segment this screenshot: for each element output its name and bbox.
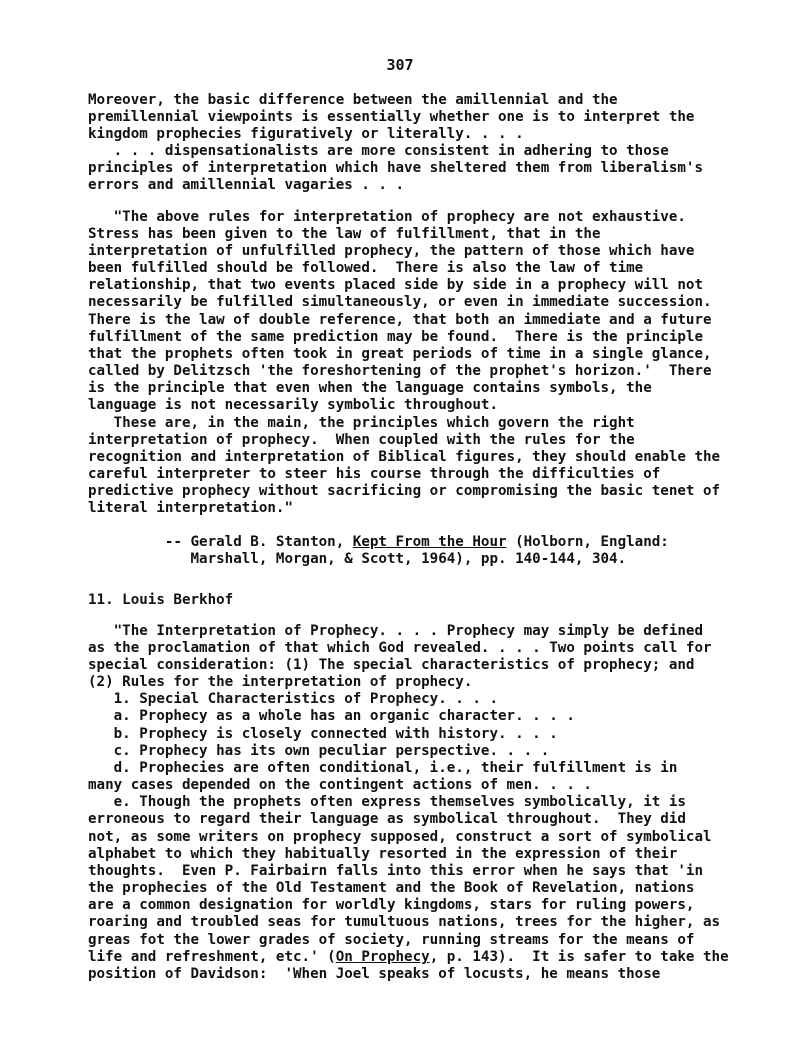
text-line: a. Prophecy as a whole has an organic character. . . . — [88, 708, 575, 724]
text-line: principles of interpretation which have sheltered them from liberalism's — [88, 160, 703, 176]
text-line: These are, in the main, the principles which govern the right — [88, 415, 635, 431]
text-line: d. Prophecies are often conditional, i.e., their fulfillment is in — [88, 760, 678, 776]
text-line: Stress has been given to the law of fulfillment, that in the — [88, 226, 601, 242]
text-line: . . . dispensationalists are more consistent in adhering to those — [88, 143, 669, 159]
text-line: "The above rules for interpretation of prophecy are not exhaustive. — [88, 209, 686, 225]
text-line: predictive prophecy without sacrificing or compromising the basic tenet of — [88, 483, 721, 499]
text-line: erroneous to regard their language as symbolical throughout. They did — [88, 811, 686, 827]
text-line: greas fot the lower grades of society, running streams for the means of — [88, 932, 695, 948]
text-line: alphabet to which they habitually resorted in the expression of their — [88, 846, 678, 862]
text-line: not, as some writers on prophecy supposed, construct a sort of symbolical — [88, 829, 712, 845]
text-line: language is not necessarily symbolic throughout. — [88, 397, 498, 413]
text-line: (2) Rules for the interpretation of prophecy. — [88, 674, 473, 690]
book-title: Kept From the Hour — [352, 534, 507, 550]
text-line: called by Delitzsch 'the foreshortening of the prophet's horizon.' There — [88, 363, 712, 379]
text-segment: , p. 143). It is safer to take the — [429, 949, 729, 965]
text-line: recognition and interpretation of Biblical figures, they should enable the — [88, 449, 721, 465]
text-line: are a common designation for worldly kingdoms, stars for ruling powers, — [88, 897, 695, 913]
text-line: special consideration: (1) The special characteristics of prophecy; and — [88, 657, 695, 673]
text-line: relationship, that two events placed side by side in a prophecy will not — [88, 277, 703, 293]
text-line: kingdom prophecies figuratively or literally. . . . — [88, 126, 524, 142]
text-line: as the proclamation of that which God revealed. . . . Two points call for — [88, 640, 712, 656]
text-line: the prophecies of the Old Testament and the Book of Revelation, nations — [88, 880, 695, 896]
citation-line: Marshall, Morgan, & Scott, 1964), pp. 140-144, 304. — [88, 551, 627, 567]
text-line: is the principle that even when the language contains symbols, the — [88, 380, 652, 396]
text-line — [88, 949, 729, 966]
citation-line — [88, 534, 669, 551]
text-line: fulfillment of the same prediction may be found. There is the principle — [88, 329, 703, 345]
citation-text: -- Gerald B. Stanton, — [88, 534, 353, 550]
text-line: position of Davidson: 'When Joel speaks of locusts, he means those — [88, 966, 661, 982]
text-line: "The Interpretation of Prophecy. . . . Prophecy may simply be defined — [88, 623, 703, 639]
text-line: necessarily be fulfilled simultaneously, or even in immediate succession. — [88, 294, 712, 310]
text-line: c. Prophecy has its own peculiar perspective. . . . — [88, 743, 550, 759]
text-line: interpretation of prophecy. When coupled with the rules for the — [88, 432, 635, 448]
section-heading: 11. Louis Berkhof — [88, 592, 234, 608]
text-line: b. Prophecy is closely connected with history. . . . — [88, 726, 558, 742]
text-line: thoughts. Even P. Fairbairn falls into this error when he says that 'in — [88, 863, 703, 879]
text-line: premillennial viewpoints is essentially whether one is to interpret the — [88, 109, 695, 125]
book-title: On Prophecy — [335, 949, 430, 965]
text-line: careful interpreter to steer his course through the difficulties of — [88, 466, 661, 482]
text-line: that the prophets often took in great periods of time in a single glance, — [88, 346, 712, 362]
text-line: Moreover, the basic difference between the amillennial and the — [88, 92, 618, 108]
page-number: 307 — [386, 56, 414, 74]
text-line: errors and amillennial vagaries . . . — [88, 177, 405, 193]
text-line: many cases depended on the contingent actions of men. . . . — [88, 777, 592, 793]
text-line: 1. Special Characteristics of Prophecy. . . . — [88, 691, 498, 707]
text-line: e. Though the prophets often express themselves symbolically, it is — [88, 794, 686, 810]
text-line: been fulfilled should be followed. There is also the law of time — [88, 260, 644, 276]
text-line: literal interpretation." — [88, 500, 293, 516]
text-line: There is the law of double reference, that both an immediate and a future — [88, 312, 712, 328]
citation-text: (Holborn, England: — [506, 534, 669, 550]
text-line: interpretation of unfulfilled prophecy, the pattern of those which have — [88, 243, 695, 259]
text-segment: life and refreshment, etc.' ( — [88, 949, 336, 965]
text-line: roaring and troubled seas for tumultuous nations, trees for the higher, as — [88, 914, 721, 930]
